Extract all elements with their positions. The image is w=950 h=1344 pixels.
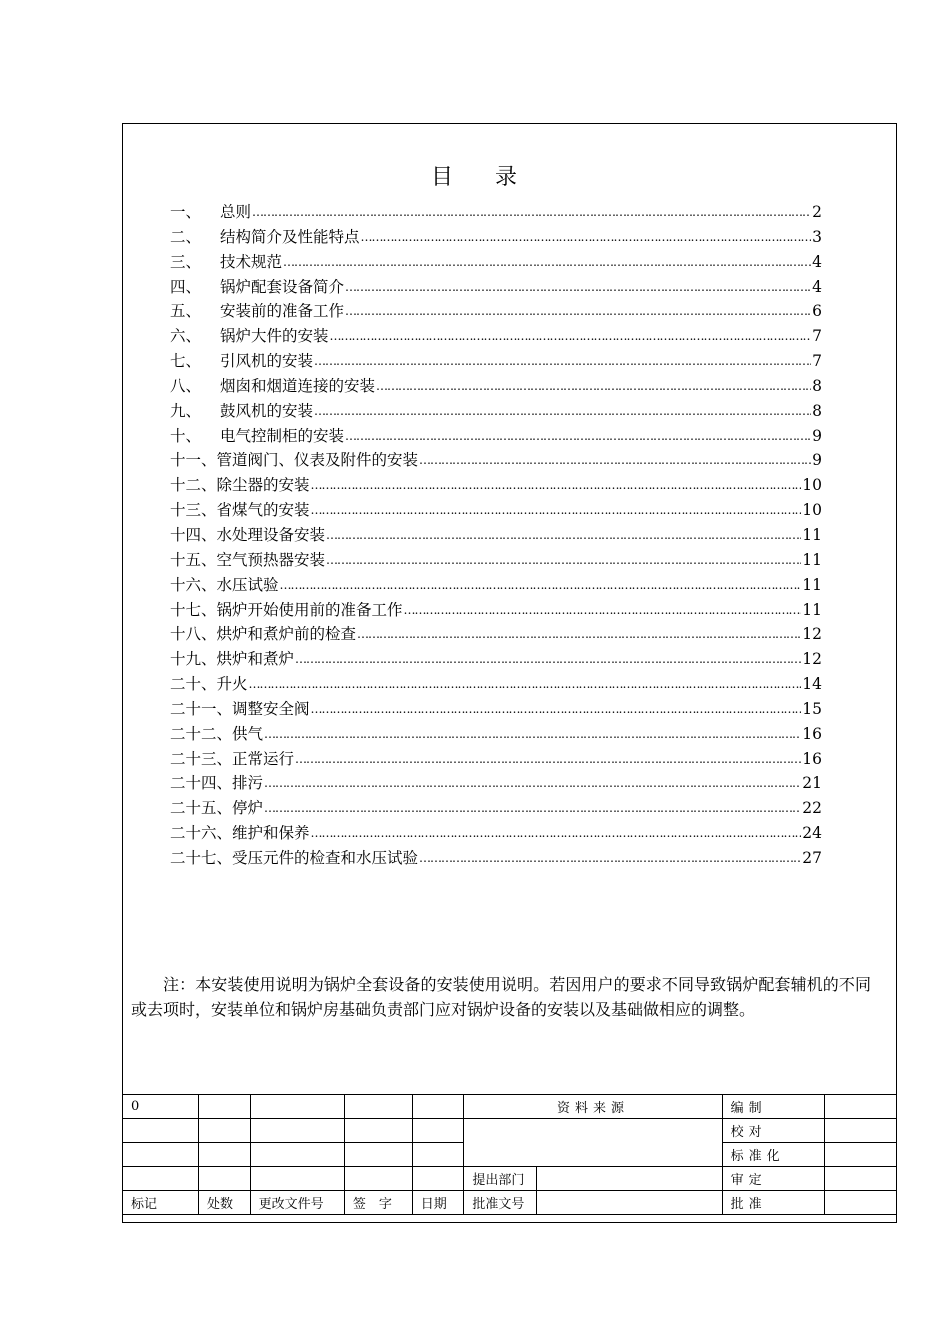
revision-cell: [412, 1167, 464, 1191]
toc-leader-dots: [264, 722, 801, 747]
toc-entry-number: 五、: [170, 302, 202, 321]
toc-leader-dots: [314, 399, 811, 424]
toc-entry-number: 二十一、: [170, 699, 233, 718]
toc-entry-number: 六、: [170, 327, 202, 346]
toc-entry: [170, 299, 822, 324]
toc-entry-page: 21: [802, 774, 822, 793]
revision-cell: [250, 1167, 344, 1191]
proposing-dept-label: 提出部门: [464, 1167, 537, 1191]
title-char-right: 录: [495, 165, 520, 190]
toc-leader-dots: [264, 796, 801, 821]
toc-entry: [170, 846, 822, 871]
revision-table: [122, 1094, 897, 1215]
toc-entry-number: 二十六、: [170, 824, 233, 843]
toc-entry-number: 十七、: [170, 600, 217, 619]
toc-entry-title: 安装前的准备工作: [220, 302, 345, 321]
toc-entry-title: 升火: [216, 675, 248, 694]
toc-entry: [170, 747, 822, 772]
toc-leader-dots: [311, 821, 802, 846]
toc-leader-dots: [264, 771, 801, 796]
revision-cell: [344, 1119, 412, 1143]
revision-cell: [123, 1119, 199, 1143]
toc-entry-number: 二十三、: [170, 749, 233, 768]
revision-cell: [250, 1143, 344, 1167]
toc-entry: [170, 200, 822, 225]
revision-cell: [198, 1143, 250, 1167]
standardize-value: [824, 1143, 896, 1167]
toc-entry-title: 引风机的安装: [220, 352, 314, 371]
toc-leader-dots: [404, 598, 802, 623]
toc-entry-title: 技术规范: [220, 252, 283, 271]
toc-entry-number: 十九、: [170, 650, 217, 669]
toc-entry-number: 十三、: [170, 501, 217, 520]
toc-entry-page: 6: [812, 302, 822, 321]
toc-entry-number: 一、: [170, 203, 202, 221]
toc-entry: [170, 225, 822, 250]
toc-entry: [170, 424, 822, 449]
revision-cell: [198, 1167, 250, 1191]
toc-entry-page: 11: [802, 525, 822, 544]
toc-entry-title: 水压试验: [216, 575, 279, 594]
col-mark-header: 标记: [123, 1191, 199, 1215]
toc-leader-dots: [345, 424, 811, 449]
toc-entry-number: 十、: [170, 426, 202, 445]
source-value: [464, 1119, 722, 1167]
toc-leader-dots: [357, 622, 801, 647]
toc-entry-page: 16: [802, 724, 822, 743]
toc-entry: [170, 275, 822, 300]
toc-entry-number: 二十四、: [170, 774, 233, 793]
toc-entry-number: 九、: [170, 401, 202, 420]
toc-entry: [170, 622, 822, 647]
toc-entry: [170, 672, 822, 697]
toc-entry: [170, 473, 822, 498]
revision-cell: [344, 1143, 412, 1167]
revision-cell: [123, 1167, 199, 1191]
toc-entry-page: 4: [812, 277, 822, 296]
toc-leader-dots: [311, 473, 802, 498]
revision-cell: [412, 1143, 464, 1167]
toc-entry-title: 管道阀门、仪表及附件的安装: [216, 451, 419, 470]
toc-entry-page: 16: [802, 749, 822, 768]
toc-entry-title: 空气预热器安装: [216, 550, 326, 569]
toc-entry-title: 锅炉开始使用前的准备工作: [216, 600, 403, 619]
title-char-left: 目: [430, 165, 455, 190]
compile-label: 编制: [722, 1095, 824, 1119]
page-title: [0, 160, 950, 191]
toc-leader-dots: [330, 324, 812, 349]
col-count-header: 处数: [198, 1191, 250, 1215]
toc-entry-page: 11: [802, 550, 822, 569]
toc-entry-number: 十二、: [170, 476, 217, 495]
toc-entry-page: 27: [802, 848, 822, 867]
toc-entry-page: 8: [812, 401, 822, 420]
toc-entry-page: 3: [812, 227, 822, 246]
toc-entry-title: 烘炉和煮炉: [216, 650, 295, 669]
proposing-dept-value: [537, 1167, 722, 1191]
toc-leader-dots: [311, 498, 802, 523]
toc-leader-dots: [345, 299, 811, 324]
toc-entry: [170, 498, 822, 523]
toc-entry-title: 受压元件的检查和水压试验: [232, 848, 419, 867]
toc-entry: [170, 523, 822, 548]
proofread-label: 校对: [722, 1119, 824, 1143]
toc-entry-title: 总则: [220, 203, 252, 221]
toc-entry: [170, 722, 822, 747]
toc-entry-title: 供气: [232, 724, 264, 743]
toc-leader-dots: [376, 374, 811, 399]
toc-entry: [170, 598, 822, 623]
toc-entry-page: 2: [812, 203, 822, 221]
toc-entry-page: 24: [802, 824, 822, 843]
toc-entry-title: 鼓风机的安装: [220, 401, 314, 420]
revision-cell: [412, 1095, 464, 1119]
toc-leader-dots: [295, 647, 801, 672]
revision-cell: [198, 1095, 250, 1119]
toc-entry: [170, 324, 822, 349]
approve-label: 批准: [722, 1191, 824, 1215]
toc-entry-number: 十四、: [170, 525, 217, 544]
toc-entry-page: 9: [812, 426, 822, 445]
toc-leader-dots: [314, 349, 811, 374]
col-sign-header: 签 字: [344, 1191, 412, 1215]
toc-entry-title: 维护和保养: [232, 824, 310, 843]
revision-cell: [412, 1119, 464, 1143]
toc-entry-page: 22: [802, 799, 822, 818]
toc-entry-number: 二、: [170, 227, 202, 246]
toc-entry-title: 省煤气的安装: [216, 501, 310, 520]
toc-entry-number: 二十二、: [170, 724, 233, 743]
toc-entry-title: 烟囱和烟道连接的安装: [220, 376, 376, 395]
revision-cell: 0: [123, 1095, 199, 1119]
revision-cell: [250, 1119, 344, 1143]
toc-entry-page: 12: [802, 625, 822, 644]
toc-entry-number: 二十、: [170, 675, 217, 694]
toc-entry-number: 三、: [170, 252, 202, 271]
toc-entry-title: 除尘器的安装: [216, 476, 310, 495]
standardize-label: 标准化: [722, 1143, 824, 1167]
toc-leader-dots: [249, 672, 802, 697]
toc-entry-page: 14: [802, 675, 822, 694]
revision-cell: [198, 1119, 250, 1143]
revision-cell: [344, 1167, 412, 1191]
toc-entry-page: 8: [812, 376, 822, 395]
toc-entry-number: 十六、: [170, 575, 217, 594]
toc-leader-dots: [252, 200, 811, 225]
source-label: 资料来源: [464, 1095, 722, 1119]
toc-entry-page: 15: [802, 699, 822, 718]
toc-leader-dots: [326, 548, 801, 573]
toc-entry-title: 锅炉配套设备简介: [220, 277, 345, 296]
review-label: 审定: [722, 1167, 824, 1191]
toc-leader-dots: [419, 846, 801, 871]
toc-entry-number: 四、: [170, 277, 202, 296]
approval-doc-label: 批准文号: [464, 1191, 537, 1215]
toc-leader-dots: [283, 250, 811, 275]
revision-cell: [123, 1143, 199, 1167]
toc-entry-title: 锅炉大件的安装: [220, 327, 329, 346]
approve-value: [824, 1191, 896, 1215]
toc-entry: [170, 573, 822, 598]
toc-leader-dots: [361, 225, 812, 250]
toc-entry-number: 十八、: [170, 625, 217, 644]
col-change-doc-header: 更改文件号: [250, 1191, 344, 1215]
toc-entry: [170, 771, 822, 796]
toc-entry-page: 12: [802, 650, 822, 669]
toc-entry: [170, 349, 822, 374]
toc-entry: [170, 399, 822, 424]
toc-entry-number: 八、: [170, 376, 202, 395]
col-date-header: 日期: [412, 1191, 464, 1215]
toc-entry-page: 9: [812, 451, 822, 470]
toc-entry-page: 7: [812, 352, 822, 371]
toc-leader-dots: [345, 275, 811, 300]
toc-entry-title: 水处理设备安装: [216, 525, 326, 544]
toc-entry: [170, 250, 822, 275]
toc-leader-dots: [311, 697, 802, 722]
toc-leader-dots: [419, 448, 811, 473]
toc-entry-title: 调整安全阀: [232, 699, 310, 718]
revision-cell: [250, 1095, 344, 1119]
toc-leader-dots: [280, 573, 802, 598]
proofread-value: [824, 1119, 896, 1143]
toc-entry: [170, 548, 822, 573]
toc-entry: [170, 796, 822, 821]
toc-entry: [170, 647, 822, 672]
toc-entry: [170, 821, 822, 846]
toc-leader-dots: [295, 747, 801, 772]
table-of-contents: [170, 200, 822, 871]
toc-entry: [170, 448, 822, 473]
toc-leader-dots: [326, 523, 801, 548]
review-value: [824, 1167, 896, 1191]
toc-entry-title: 烘炉和煮炉前的检查: [216, 625, 357, 644]
toc-entry-title: 电气控制柜的安装: [220, 426, 345, 445]
toc-entry-number: 七、: [170, 352, 202, 371]
toc-entry-number: 二十五、: [170, 799, 233, 818]
toc-entry-page: 10: [802, 476, 822, 495]
revision-cell: [344, 1095, 412, 1119]
toc-entry-title: 排污: [232, 774, 264, 793]
approval-doc-value: [537, 1191, 722, 1215]
toc-entry-title: 停炉: [232, 799, 264, 818]
toc-entry-title: 结构简介及性能特点: [220, 227, 360, 246]
installation-note: 注：本安装使用说明为锅炉全套设备的安装使用说明。若因用户的要求不同导致锅炉配套辅机的不同或去项时，安装单位和锅炉房基础负责部门应对锅炉设备的安装以及基础做相应的调整。: [131, 975, 871, 1019]
compile-value: [824, 1095, 896, 1119]
toc-entry-page: 7: [812, 327, 822, 346]
toc-entry-number: 二十七、: [170, 848, 233, 867]
toc-entry: [170, 374, 822, 399]
toc-entry-title: 正常运行: [232, 749, 295, 768]
toc-entry-number: 十五、: [170, 550, 217, 569]
toc-entry: [170, 697, 822, 722]
toc-entry-page: 4: [812, 252, 822, 271]
toc-entry-page: 11: [802, 575, 822, 594]
toc-entry-page: 10: [802, 501, 822, 520]
toc-entry-number: 十一、: [170, 451, 217, 470]
toc-entry-page: 11: [802, 600, 822, 619]
